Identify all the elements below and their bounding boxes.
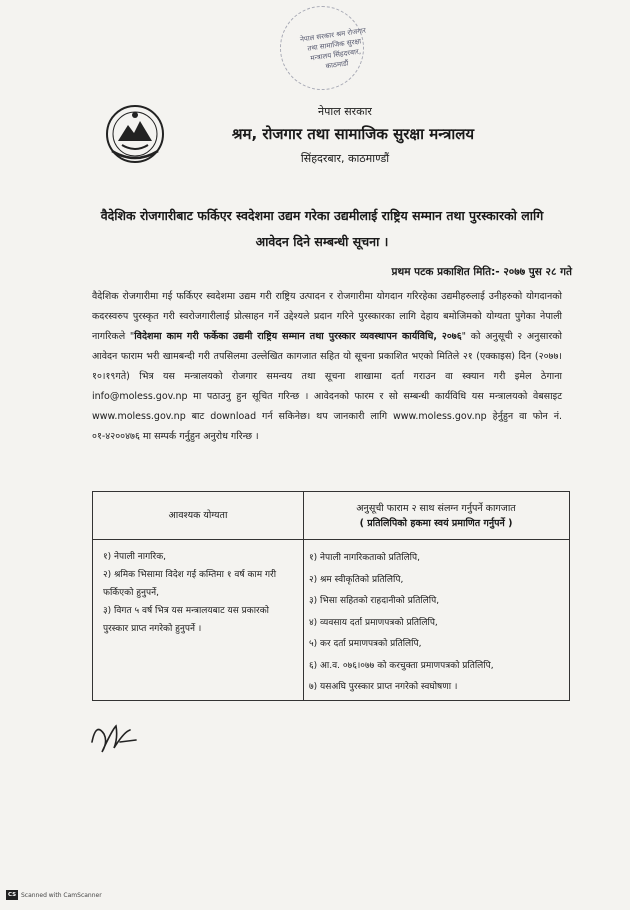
signature-icon [86,712,146,762]
list-item: ४) व्यवसाय दर्ता प्रमाणपत्रको प्रतिलिपि, [309,617,438,628]
documents-header-line1: अनुसूची फाराम २ साथ संलग्न गर्नुपर्ने कागजात [356,502,516,514]
notice-body [92,287,562,447]
notice-body-part1: वैदेशिक रोजगारीमा गई फर्किएर स्वदेशमा उद्यम गरी राष्ट्रिय उत्पादन र रोजगारीमा योगदान गरिरहेका उद्यमीहरुलाई उनीहरुको योगदानको कदरस्वरुप पुरस्कृत गरी स्वरोजगारीलाई प्रोत्साहन गर्ने उद्देश्यले प्रदान गरिने पुरस्कारका लागि देहाय बमोजिमको योग्यता पुगेका नेपाली नागरिकले " [92,291,562,342]
notice-body-part2: " को अनुसूची २ अनुसारको आवेदन फाराम भरी खामबन्दी गरी तपसिलमा उल्लेखित कागजात सहित यो सूचना प्रकाशित भएको मितिले २१ (एक्काइस) दिन (२०७७।१०।१९गते) भित्र यस मन्त्रालयको रोजगार समन्वय तथा सूचना शाखामा दर्ता गराउन वा स्क्यान गरी इमेल ठेगाना info@moless.gov.np मा पठाउनु हुन सूचित गरिन्छ । आवेदनको फारम र सो सम्बन्धी कार्यविधि यस मन्त्रालयको वेबसाइट www.moless.gov.np बाट download गर्न सकिनेछ। थप जानकारी लागि www.moless.gov.np हेर्नुहुन वा फोन नं. ०१-४२००४७६ मा सम्पर्क गर्नुहुन अनुरोध गरिन्छ । [92,331,562,442]
eligibility-list [93,540,303,638]
documents-header-line2: ( प्रतिलिपिको हकमा स्वयं प्रमाणित गर्नुपर्ने ) [359,517,513,529]
eligibility-header: आवश्यक योग्यता [93,492,303,540]
scanner-footer [6,890,102,900]
list-item: १) नेपाली नागरिकताको प्रतिलिपि, [309,553,420,563]
list-item: ३) भिसा सहितको राहदानीको प्रतिलिपि, [309,596,440,606]
list-item: १) नेपाली नागरिक, [103,552,166,562]
list-item: ३) विगत ५ वर्ष भित्र यस मन्त्रालयबाट यस प्रकारको पुरस्कार प्राप्त नगरेको हुनुपर्ने । [103,606,269,634]
list-item: ५) कर दर्ता प्रमाणपत्रको प्रतिलिपि, [309,639,422,649]
camscanner-logo-icon: CS [7,892,17,898]
documents-header [303,492,569,540]
documents-column [303,492,569,700]
publish-date: प्रथम पटक प्रकाशित मिति:- २०७७ पुस २८ गते [391,266,572,278]
documents-list [303,540,569,699]
government-name: नेपाल सरकार [318,105,372,118]
ministry-name: श्रम, रोजगार तथा सामाजिक सुरक्षा मन्त्रालय [231,125,475,143]
list-item: ६) आ.व. ०७६।०७७ को करचुक्ता प्रमाणपत्रको प्रतिलिपि, [309,660,494,671]
scanner-text: Scanned with CamScanner [21,891,102,899]
procedure-name: विदेशमा काम गरी फर्केका उद्यमी राष्ट्रिय सम्मान तथा पुरस्कार व्यवस्थापन कार्यविधि, २०७६ [134,331,462,342]
ministry-location: सिंहदरबार, काठमाण्डौं [300,152,390,165]
list-item: ७) यसअघि पुरस्कार प्राप्त नगरेको स्वघोषणा । [309,682,458,692]
list-item: २) श्रमिक भिसामा विदेश गई कम्तिमा १ वर्ष काम गरी फर्किएको हुनुपर्ने, [103,570,277,598]
eligibility-column [93,492,304,700]
requirements-table [92,491,570,701]
notice-title: वैदेशिक रोजगारीबाट फर्किएर स्वदेशमा उद्यम गरेका उद्यमीलाई राष्ट्रिय सम्मान तथा पुरस्कारको लागि आवेदन दिने सम्बन्धी सूचना । [100,208,544,249]
list-item: २) श्रम स्वीकृतिको प्रतिलिपि, [309,574,404,585]
office-stamp-text: नेपाल सरकार श्रम रोजगार तथा सामाजिक सुरक्षा मन्त्रालय सिंहदरबार, काठमाडौं [299,26,367,71]
